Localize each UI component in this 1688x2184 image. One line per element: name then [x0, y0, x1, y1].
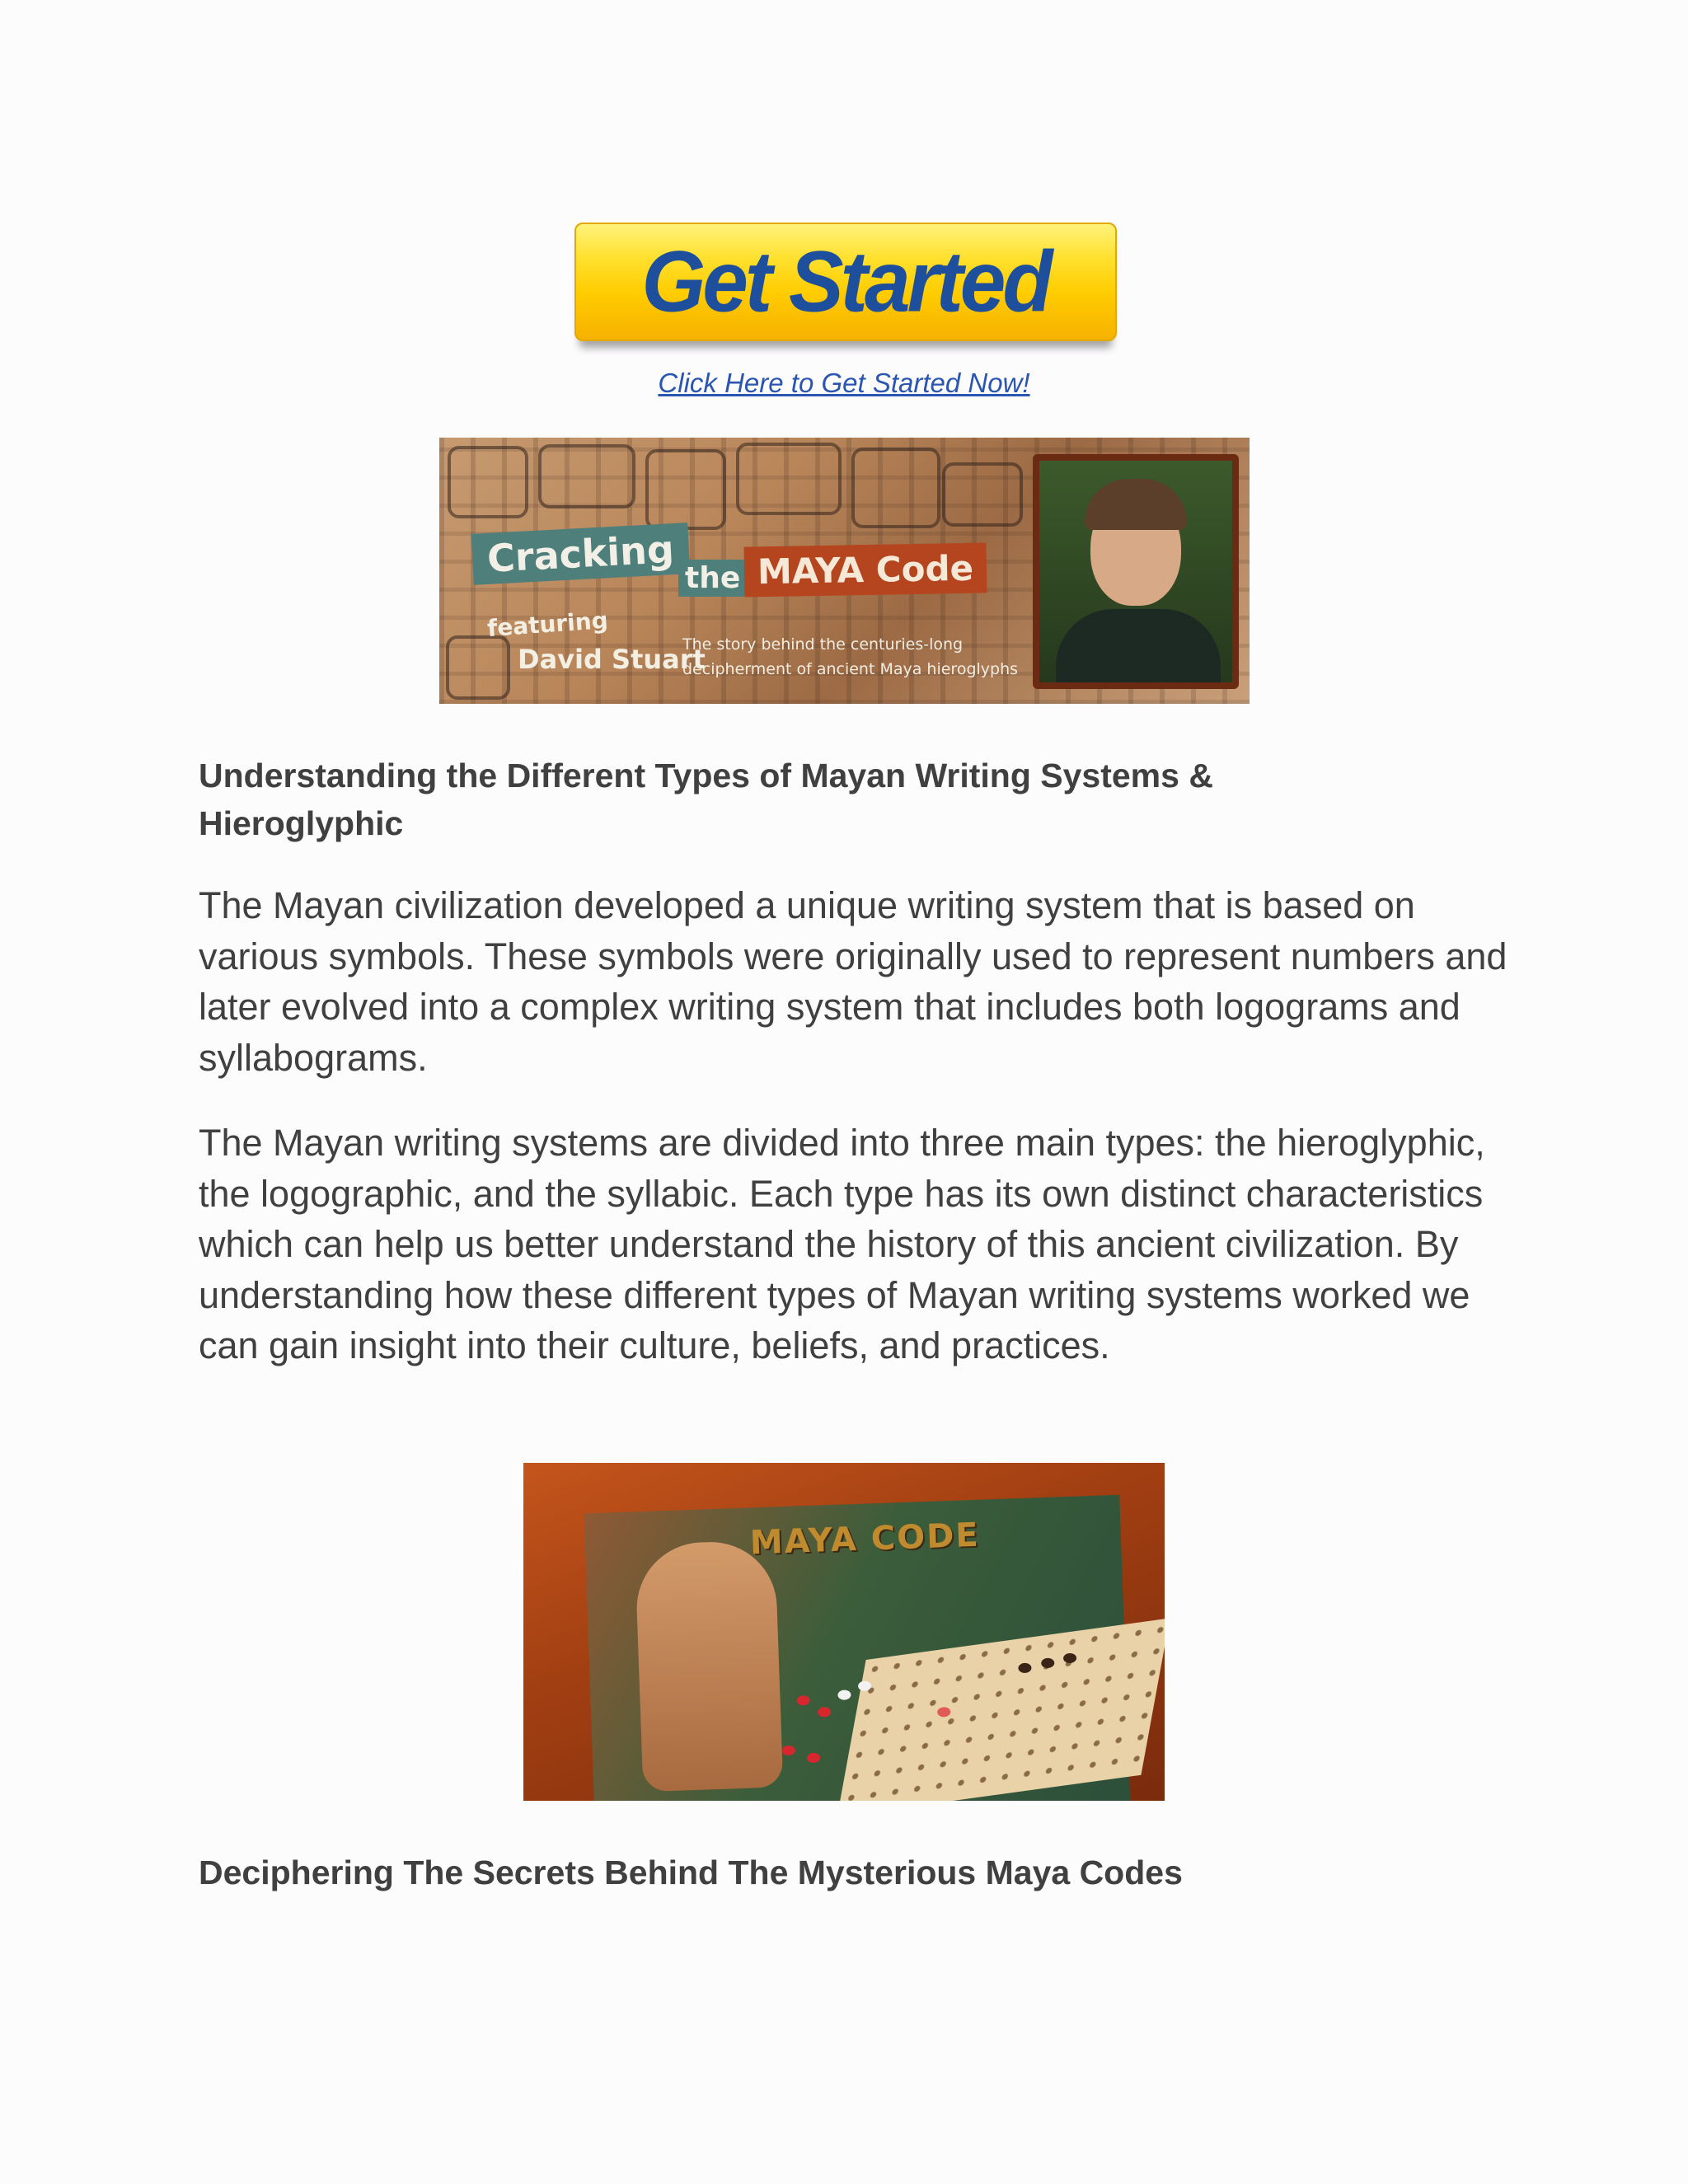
banner-title-cracking: Cracking	[471, 523, 691, 585]
section-heading-deciphering: Deciphering The Secrets Behind The Mysterious Maya Codes	[199, 1854, 1183, 1891]
glyph-decoration	[736, 443, 842, 515]
maya-statue-figure	[635, 1540, 783, 1792]
get-started-link[interactable]: Click Here to Get Started Now!	[658, 368, 1030, 398]
game-peg	[818, 1707, 831, 1718]
cracking-maya-code-banner	[439, 438, 1250, 704]
get-started-button-label: Get Started	[641, 232, 1050, 330]
glyph-decoration	[645, 449, 726, 530]
glyph-decoration	[538, 444, 635, 509]
boardgame-box	[584, 1495, 1131, 1801]
presenter-portrait	[1033, 454, 1239, 689]
banner-featured-name: David Stuart	[518, 644, 706, 675]
glyph-decoration	[942, 462, 1023, 527]
banner-featuring-label: featuring	[486, 606, 609, 643]
boardgame-box-title: MAYA CODE	[749, 1516, 981, 1563]
glyph-decoration	[851, 448, 940, 528]
portrait-shirt	[1056, 609, 1221, 689]
banner-title-maya-code: MAYA Code	[743, 542, 987, 597]
paragraph-writing-system-intro: The Mayan civilization developed a unique writing system that is based on various symbols. These symbols were originally used to represent numbers and later evolved into a complex writing system that includes both logograms and syllabograms.	[199, 884, 1507, 1079]
game-peg	[837, 1690, 851, 1700]
glyph-decoration	[446, 635, 510, 700]
game-peg	[807, 1753, 820, 1764]
portrait-hair	[1085, 479, 1187, 530]
paragraph-writing-system-types: The Mayan writing systems are divided into three main types: the hieroglyphic, the logographic, and the syllabic. Each type has its own distinct characteristics which can help us better understand the history of this ancient civilization. By understanding how these different types of Mayan writing systems worked we can gain insight into their culture, beliefs, and practices.	[199, 1122, 1485, 1366]
glyph-decoration	[448, 446, 528, 518]
game-peg	[782, 1746, 795, 1756]
maya-code-boardgame-photo	[523, 1463, 1165, 1801]
banner-title-the: the	[678, 560, 747, 597]
game-peg	[796, 1695, 809, 1706]
get-started-button[interactable]	[574, 223, 1117, 341]
game-board	[837, 1618, 1165, 1801]
section-heading-writing-systems: Understanding the Different Types of Mayan Writing Systems & Hieroglyphic	[199, 757, 1213, 842]
banner-tagline: The story behind the centuries-long decipherment of ancient Maya hieroglyphs	[682, 635, 1019, 678]
